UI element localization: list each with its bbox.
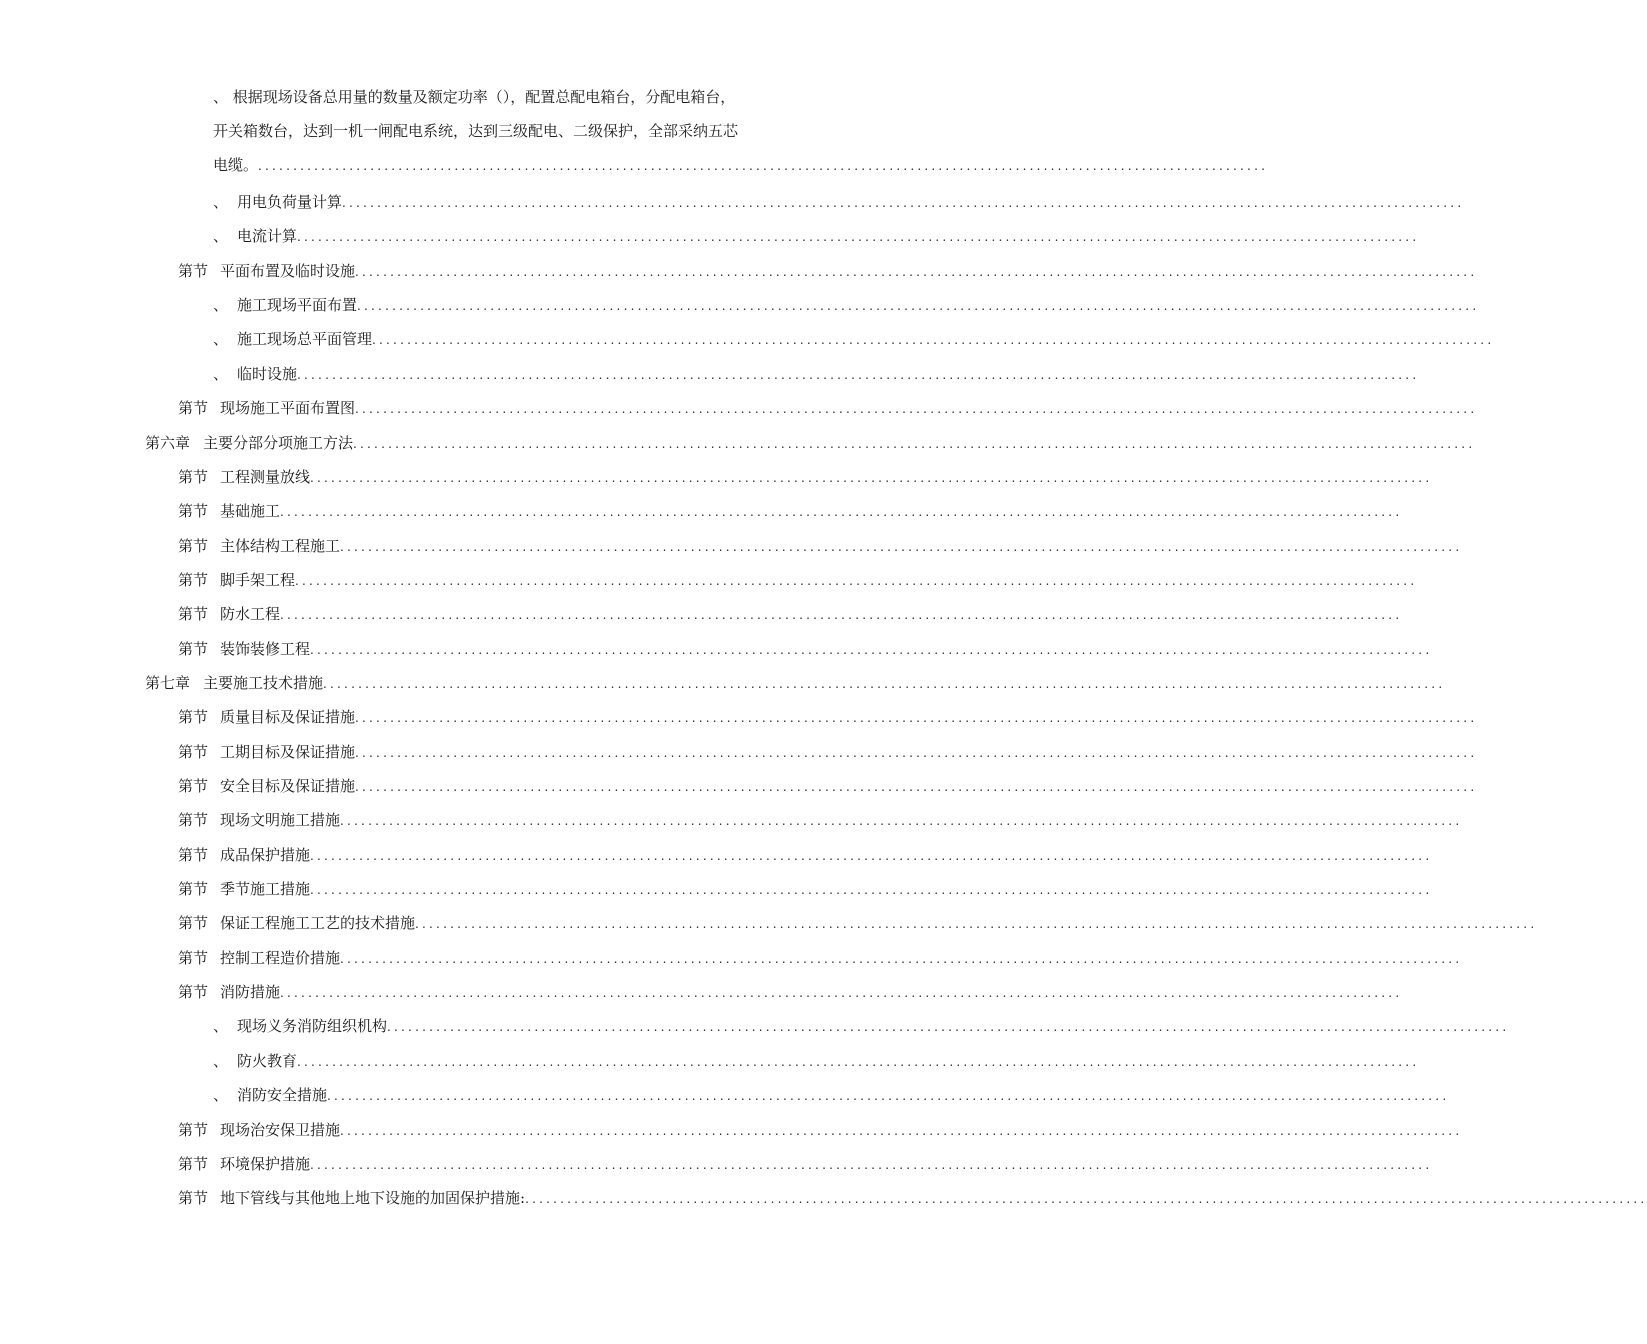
intro-line-3 [213, 148, 1269, 182]
toc-section-entry[interactable] [178, 1118, 818, 1142]
leader-dots [372, 328, 1494, 352]
toc-entry-prefix: 第节 [178, 639, 209, 658]
toc-item-entry[interactable] [213, 293, 818, 317]
toc-entry-title: 现场施工平面布置图 [220, 399, 356, 418]
leader-dots [340, 1119, 1462, 1143]
toc-item-entry[interactable] [213, 224, 818, 248]
leader-dots [280, 500, 1402, 524]
leader-dots: ................................................................................................................................................ [258, 159, 1269, 173]
toc-entry-title: 主体结构工程施工 [220, 536, 341, 555]
toc-section-entry[interactable] [178, 877, 818, 901]
toc-entry-title: 装饰装修工程 [220, 639, 311, 658]
toc-entry-prefix: 第六章 [145, 433, 191, 452]
leader-dots [280, 981, 1402, 1005]
leader-dots [297, 1050, 1419, 1074]
leader-dots [310, 466, 1432, 490]
toc-section-entry[interactable] [178, 568, 818, 592]
toc-section-entry[interactable] [178, 499, 818, 523]
toc-section-entry[interactable] [178, 534, 818, 558]
toc-entry-prefix: 第节 [178, 1189, 209, 1208]
toc-entry-title: 平面布置及临时设施 [220, 261, 356, 280]
leader-dots [342, 191, 1464, 215]
toc-entry-prefix: 第节 [178, 880, 209, 898]
toc-entry-title: 现场文明施工措施 [220, 811, 341, 830]
toc-entry-prefix: 第节 [178, 1154, 209, 1173]
toc-item-entry[interactable] [213, 327, 818, 351]
toc-entry-prefix: 第节 [178, 983, 209, 1002]
toc-entry-prefix: 、 [213, 296, 229, 315]
toc-section-entry[interactable] [178, 259, 818, 283]
toc-section-entry[interactable] [178, 774, 818, 798]
toc-entry-title: 防水工程 [220, 605, 281, 624]
toc-entry-prefix: 、 [213, 193, 229, 211]
toc-section-entry[interactable] [178, 396, 818, 420]
leader-dots [310, 878, 1432, 902]
toc-entry-prefix: 第节 [178, 399, 209, 418]
toc-section-entry[interactable] [178, 911, 818, 935]
leader-dots [525, 1187, 1647, 1211]
toc-section-entry[interactable] [178, 980, 818, 1004]
leader-dots [355, 397, 1477, 421]
toc-item-entry[interactable] [213, 1049, 818, 1073]
toc-chapter-entry[interactable] [145, 431, 818, 455]
toc-entry-prefix: 、 [213, 1051, 229, 1070]
leader-dots [357, 294, 1479, 318]
toc-entry-title: 工程测量放线 [220, 467, 311, 486]
toc-section-entry[interactable] [178, 1152, 818, 1176]
toc-section-entry[interactable] [178, 602, 818, 626]
intro-line-2: 开关箱数台，达到一机一闸配电系统，达到三级配电、二级保护，全部采纳五芯 [213, 122, 739, 140]
leader-dots [340, 947, 1462, 971]
leader-dots [353, 432, 1475, 456]
toc-entry-prefix: 第节 [178, 467, 209, 486]
intro-line-1: 、 根据现场设备总用量的数量及额定功率（），配置总配电箱台，分配电箱台， [213, 88, 736, 106]
toc-entry-prefix: 、 [213, 330, 229, 349]
toc-entry-title: 现场义务消防组织机构 [237, 1017, 388, 1036]
toc-entry-prefix: 第节 [178, 914, 209, 933]
toc-entry-title: 主要施工技术措施 [203, 673, 324, 692]
toc-section-entry[interactable] [178, 705, 818, 729]
toc-entry-title: 质量目标及保证措施 [220, 708, 356, 727]
leader-dots [295, 569, 1417, 593]
toc-entry-title: 用电负荷量计算 [237, 193, 343, 211]
toc-entry-title: 工期目标及保证措施 [220, 742, 356, 761]
toc-entry-prefix: 第节 [178, 261, 209, 280]
toc-item-entry[interactable] [213, 362, 818, 386]
toc-entry-prefix: 第节 [178, 536, 209, 555]
toc-section-entry[interactable] [178, 843, 818, 867]
toc-entry-prefix: 第节 [178, 570, 209, 589]
toc-entry-prefix: 第节 [178, 845, 209, 864]
toc-entry-prefix: 第节 [178, 948, 209, 967]
toc-entry-prefix: 第节 [178, 708, 209, 727]
toc-section-entry[interactable] [178, 465, 818, 489]
toc-entry-title: 施工现场总平面管理 [237, 330, 373, 349]
toc-entry-title: 临时设施 [237, 364, 298, 383]
toc-item-entry[interactable] [213, 1083, 818, 1107]
toc-entry-prefix: 第节 [178, 502, 209, 521]
toc-entry-title: 施工现场平面布置 [237, 296, 358, 315]
toc-section-entry[interactable] [178, 946, 818, 970]
toc-entry-title: 控制工程造价措施 [220, 948, 341, 967]
leader-dots [355, 741, 1477, 765]
leader-dots [310, 844, 1432, 868]
toc-entry-prefix: 、 [213, 1086, 229, 1105]
toc-entry-title: 安全目标及保证措施 [220, 777, 356, 795]
leader-dots [355, 260, 1477, 284]
intro-paragraph [213, 80, 1269, 182]
leader-dots [340, 809, 1462, 833]
leader-dots [310, 1153, 1432, 1177]
toc-entry-prefix: 第节 [178, 605, 209, 624]
toc-entry-prefix: 、 [213, 1017, 229, 1036]
leader-dots [355, 775, 1477, 799]
toc-entry-prefix: 第节 [178, 811, 209, 830]
toc-entry-title: 成品保护措施 [220, 845, 311, 864]
leader-dots [280, 603, 1402, 627]
toc-entry-prefix: 第节 [178, 1120, 209, 1139]
leader-dots [415, 912, 1537, 936]
toc-entry-title: 主要分部分项施工方法 [203, 433, 354, 452]
toc-entry-title: 现场治安保卫措施 [220, 1120, 341, 1139]
toc-entry-title: 消防措施 [220, 983, 281, 1002]
leader-dots [310, 638, 1432, 662]
toc-entry-title: 季节施工措施 [220, 880, 311, 898]
toc-item-entry[interactable] [213, 190, 818, 214]
toc-section-entry[interactable] [178, 637, 818, 661]
leader-dots [323, 672, 1445, 696]
leader-dots [340, 535, 1462, 559]
leader-dots [297, 363, 1419, 387]
toc-entry-title: 地下管线与其他地上地下设施的加固保护措施: [220, 1189, 526, 1208]
leader-dots [387, 1015, 1509, 1039]
toc-entry-prefix: 、 [213, 364, 229, 383]
toc-section-entry[interactable] [178, 740, 818, 764]
leader-dots [327, 1084, 1449, 1108]
toc-section-entry[interactable] [178, 808, 818, 832]
toc-entry-title: 防火教育 [237, 1051, 298, 1070]
toc-entry-prefix: 、 [213, 227, 229, 246]
toc-entry-title: 保证工程施工工艺的技术措施 [220, 914, 416, 933]
toc-entry-title: 基础施工 [220, 502, 281, 521]
toc-entry-title: 环境保护措施 [220, 1154, 311, 1173]
toc-item-entry[interactable] [213, 1014, 818, 1038]
toc-entry-title: 消防安全措施 [237, 1086, 328, 1105]
intro-line-3-text: 电缆。 [213, 156, 259, 174]
toc-entry-prefix: 第七章 [145, 673, 191, 692]
toc-entry-prefix: 第节 [178, 742, 209, 761]
toc-entry-prefix: 第节 [178, 777, 209, 795]
leader-dots [355, 706, 1477, 730]
toc-chapter-entry[interactable] [145, 671, 818, 695]
toc-entry-title: 脚手架工程 [220, 570, 296, 589]
toc-entry-title: 电流计算 [237, 227, 298, 246]
toc-section-entry[interactable] [178, 1186, 818, 1210]
leader-dots [297, 225, 1419, 249]
